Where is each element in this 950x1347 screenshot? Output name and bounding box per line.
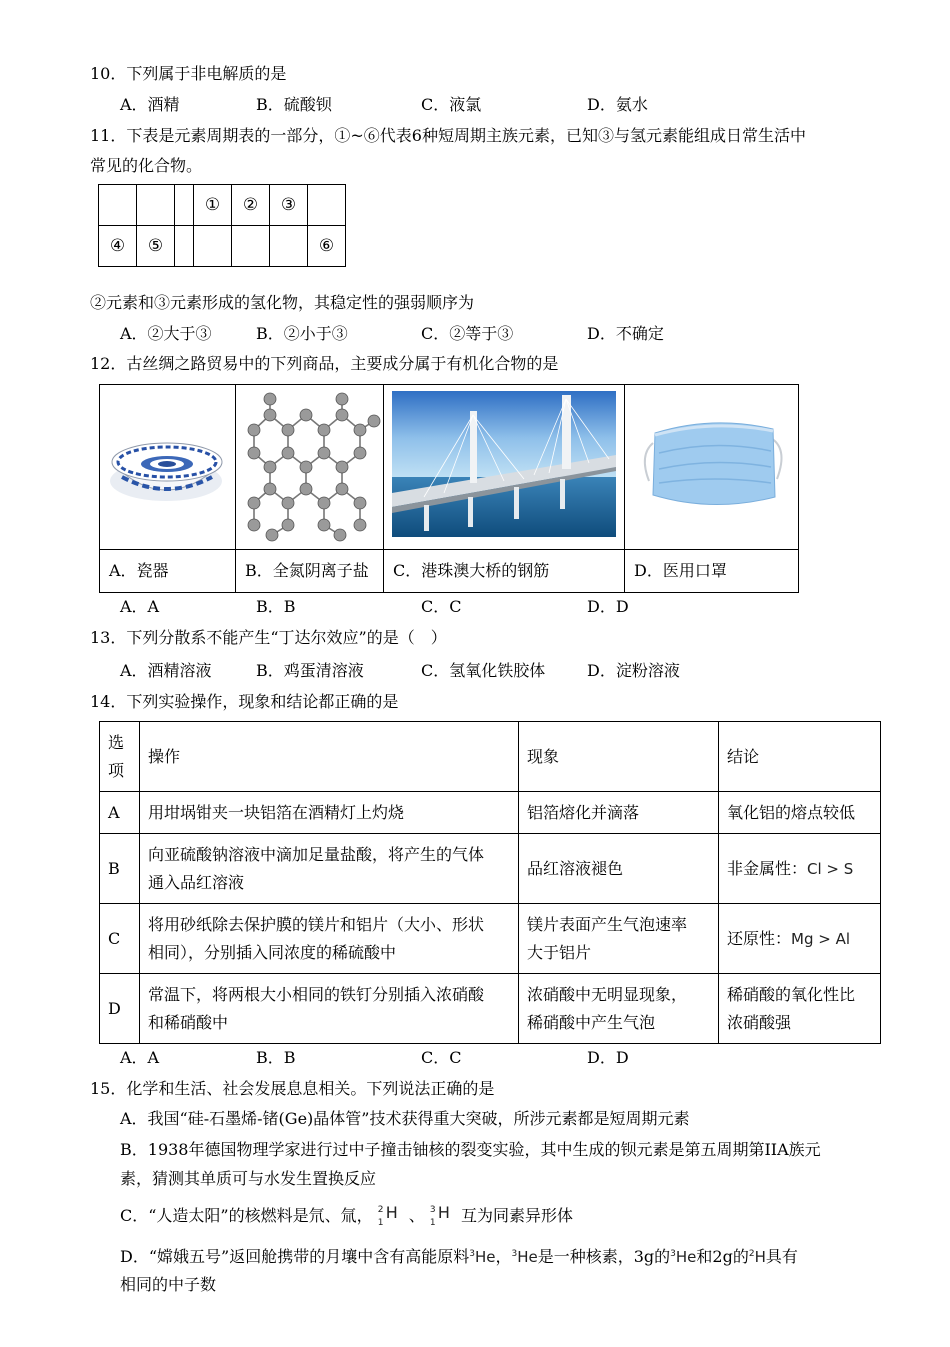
isotope-h2: 2 1 H: [377, 1202, 398, 1228]
pt-cell: ④: [99, 226, 137, 267]
pt-cell: [137, 185, 175, 226]
q15-option-b-line1[interactable]: B．1938年德国物理学家进行过中子撞击铀核的裂变实验，其中生成的钡元素是第五周期第IIA族元: [120, 1140, 821, 1159]
q13-option-d[interactable]: D．淀粉溶液: [587, 661, 680, 680]
q10-options: [120, 94, 840, 116]
table-row: [100, 834, 881, 904]
q15-option-b-line2: 素，猜测其单质可与水发生置换反应: [120, 1169, 377, 1188]
image-caption-b: B．全氮阴离子盐: [236, 550, 384, 593]
q14-option-b[interactable]: B．B: [256, 1048, 296, 1067]
pt-cell: [175, 185, 194, 226]
q13-options: [120, 660, 840, 682]
table-row: [100, 904, 881, 974]
row-phenomenon: 铝箔熔化并滴落: [519, 792, 719, 834]
q13-option-b[interactable]: B．鸡蛋清溶液: [256, 661, 364, 680]
formula-cl-s: Cl > S: [807, 859, 854, 878]
periodic-table-fragment: [98, 184, 346, 267]
row-conclusion: 还原性：Mg > Al: [719, 904, 881, 974]
q15-option-d-line1[interactable]: D．“嫦娥五号”返回舱携带的月壤中含有高能原料$^3$He，$^3$He是一种核素，3g的$^3$He和2g的$^2$H具有: [120, 1247, 798, 1266]
row-option: B: [100, 834, 140, 904]
isotope-he3-c: $^3$He: [670, 1248, 697, 1266]
q11-stem-line1: 11．下表是元素周期表的一部分，①~⑥代表6种短周期主族元素，已知③与氢元素能组成日常生活中: [90, 126, 806, 145]
q15-stem: 15．化学和生活、社会发展息息相关。下列说法正确的是: [90, 1079, 495, 1098]
q12-options: [120, 596, 840, 618]
pt-cell: ⑤: [137, 226, 175, 267]
q10-option-d[interactable]: D．氨水: [587, 95, 648, 114]
q15-option-c[interactable]: C．“人造太阳”的核燃料是氘、氚， 2 1 H 、 3 1 H 互为同素异形体: [120, 1202, 574, 1228]
q14-option-c[interactable]: C．C: [421, 1048, 462, 1067]
q11-options: [120, 323, 840, 345]
pt-cell: [175, 226, 194, 267]
row-phenomenon: 浓硝酸中无明显现象， 稀硝酸中产生气泡: [519, 974, 719, 1044]
pt-cell: [232, 226, 270, 267]
q15-option-a[interactable]: A．我国“硅-石墨烯-锗(Ge)晶体管”技术获得重大突破，所涉元素都是短周期元素: [120, 1109, 690, 1128]
image-caption-c: C．港珠澳大桥的钢筋: [384, 550, 625, 593]
q14-options: [120, 1047, 840, 1069]
q11-option-c[interactable]: C．②等于③: [421, 324, 514, 343]
isotope-he3: $^3$He: [469, 1248, 496, 1266]
bridge-image: [384, 385, 624, 549]
q10-option-c[interactable]: C．液氯: [421, 95, 482, 114]
q12-option-a[interactable]: A．A: [120, 597, 160, 616]
q11-option-b[interactable]: B．②小于③: [256, 324, 348, 343]
isotope-h3: 3 1 H: [429, 1202, 450, 1228]
molecular-structure-image: [236, 385, 383, 549]
q14-option-d[interactable]: D．D: [587, 1048, 629, 1067]
q12-image-table: [99, 384, 799, 593]
row-option: D: [100, 974, 140, 1044]
image-cell-b: [236, 385, 384, 550]
q12-option-d[interactable]: D．D: [587, 597, 629, 616]
row-phenomenon: 品红溶液褪色: [519, 834, 719, 904]
image-cell-a: [100, 385, 236, 550]
row-option: C: [100, 904, 140, 974]
table-row: [100, 974, 881, 1044]
q10-option-a[interactable]: A．酒精: [120, 95, 180, 114]
q12-option-c[interactable]: C．C: [421, 597, 462, 616]
q11-option-d[interactable]: D．不确定: [587, 324, 664, 343]
q14-stem: 14．下列实验操作，现象和结论都正确的是: [90, 692, 399, 711]
q13-option-c[interactable]: C．氢氧化铁胶体: [421, 661, 546, 680]
q13-option-a[interactable]: A．酒精溶液: [120, 661, 212, 680]
q10-stem: 10．下列属于非电解质的是: [90, 64, 287, 83]
row-operation: 向亚硫酸钠溶液中滴加足量盐酸，将产生的气体 通入品红溶液: [140, 834, 519, 904]
face-mask-image: [625, 385, 798, 549]
isotope-he3-b: $^3$He: [511, 1248, 538, 1266]
header-operation: 操作: [140, 722, 519, 792]
q11-option-a[interactable]: A．②大于③: [120, 324, 212, 343]
q10-option-b[interactable]: B．硫酸钡: [256, 95, 332, 114]
pt-cell: [308, 185, 346, 226]
formula-mg-al: Mg > Al: [791, 929, 851, 948]
row-conclusion: 非金属性：Cl > S: [719, 834, 881, 904]
image-cell-d: [625, 385, 799, 550]
porcelain-dish-image: [100, 385, 235, 549]
header-conclusion: 结论: [719, 722, 881, 792]
image-caption-d: D．医用口罩: [625, 550, 799, 593]
image-caption-a: A．瓷器: [100, 550, 236, 593]
isotope-h2-b: $^2$H: [748, 1248, 766, 1266]
row-operation: 常温下，将两根大小相同的铁钉分别插入浓硝酸 和稀硝酸中: [140, 974, 519, 1044]
q11-stem-line2: 常见的化合物。: [90, 156, 203, 175]
row-conclusion: 稀硝酸的氧化性比 浓硝酸强: [719, 974, 881, 1044]
pt-cell: ⑥: [308, 226, 346, 267]
table-row: [100, 792, 881, 834]
pt-cell: [194, 226, 232, 267]
pt-cell: ③: [270, 185, 308, 226]
q13-stem: 13．下列分散系不能产生“丁达尔效应”的是（ ）: [90, 628, 447, 647]
header-phenomenon: 现象: [519, 722, 719, 792]
q11-question: ②元素和③元素形成的氢化物，其稳定性的强弱顺序为: [90, 293, 475, 312]
pt-cell: [99, 185, 137, 226]
header-option: 选 项: [100, 722, 140, 792]
row-option: A: [100, 792, 140, 834]
row-phenomenon: 镁片表面产生气泡速率 大于铝片: [519, 904, 719, 974]
row-operation: 将用砂纸除去保护膜的镁片和铝片（大小、形状 相同），分别插入同浓度的稀硫酸中: [140, 904, 519, 974]
row-conclusion: 氧化铝的熔点较低: [719, 792, 881, 834]
q14-option-a[interactable]: A．A: [120, 1048, 160, 1067]
row-operation: 用坩埚钳夹一块铝箔在酒精灯上灼烧: [140, 792, 519, 834]
image-cell-c: [384, 385, 625, 550]
q15-option-d-line2: 相同的中子数: [120, 1275, 217, 1294]
pt-cell: ①: [194, 185, 232, 226]
experiment-table: [99, 721, 881, 1044]
pt-cell: [270, 226, 308, 267]
q12-option-b[interactable]: B．B: [256, 597, 296, 616]
pt-cell: ②: [232, 185, 270, 226]
q12-stem: 12．古丝绸之路贸易中的下列商品，主要成分属于有机化合物的是: [90, 354, 559, 373]
